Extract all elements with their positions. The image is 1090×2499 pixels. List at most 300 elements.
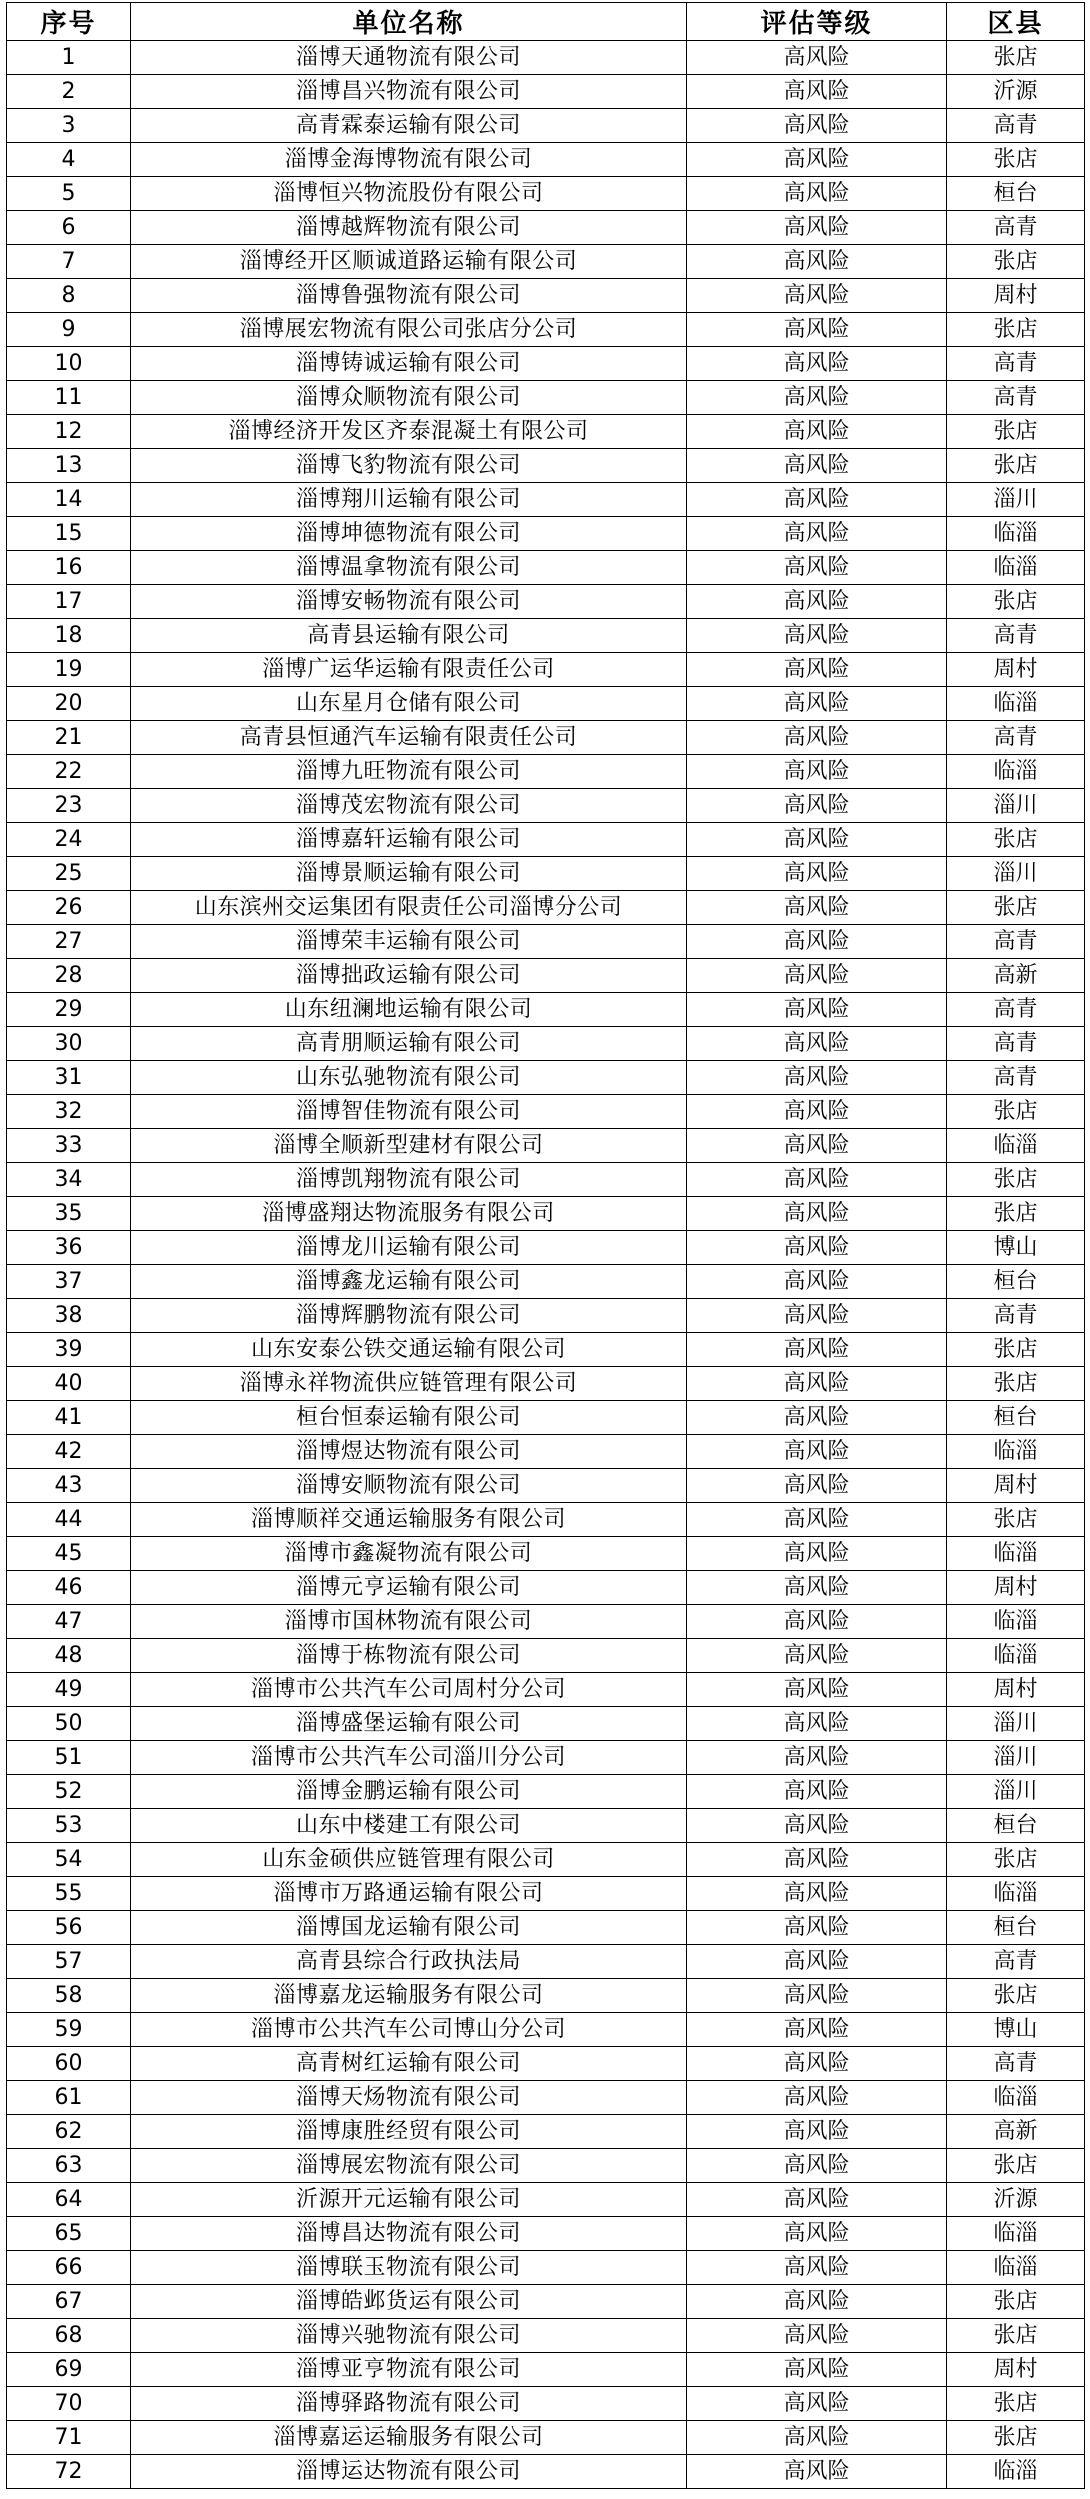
cell-district: 张店 bbox=[947, 2149, 1085, 2183]
table-row bbox=[7, 245, 1085, 279]
cell-name: 淄博运达物流有限公司 bbox=[131, 2455, 687, 2489]
cell-district: 张店 bbox=[947, 245, 1085, 279]
cell-name: 淄博驿路物流有限公司 bbox=[131, 2387, 687, 2421]
cell-level: 高风险 bbox=[687, 1503, 947, 1537]
cell-level: 高风险 bbox=[687, 687, 947, 721]
cell-name: 淄博市公共汽车公司博山分公司 bbox=[131, 2013, 687, 2047]
header-district: 区县 bbox=[947, 3, 1085, 41]
table-row bbox=[7, 1367, 1085, 1401]
cell-name: 淄博拙政运输有限公司 bbox=[131, 959, 687, 993]
cell-name: 山东安泰公铁交通运输有限公司 bbox=[131, 1333, 687, 1367]
cell-seq: 69 bbox=[7, 2353, 131, 2387]
cell-seq: 24 bbox=[7, 823, 131, 857]
cell-district: 高青 bbox=[947, 925, 1085, 959]
cell-name: 淄博景顺运输有限公司 bbox=[131, 857, 687, 891]
cell-seq: 16 bbox=[7, 551, 131, 585]
cell-district: 张店 bbox=[947, 415, 1085, 449]
cell-district: 张店 bbox=[947, 1979, 1085, 2013]
cell-seq: 8 bbox=[7, 279, 131, 313]
cell-name: 淄博九旺物流有限公司 bbox=[131, 755, 687, 789]
cell-level: 高风险 bbox=[687, 1707, 947, 1741]
table-row bbox=[7, 2285, 1085, 2319]
table-row bbox=[7, 687, 1085, 721]
cell-name: 淄博顺祥交通运输服务有限公司 bbox=[131, 1503, 687, 1537]
cell-name: 淄博煜达物流有限公司 bbox=[131, 1435, 687, 1469]
cell-name: 淄博嘉轩运输有限公司 bbox=[131, 823, 687, 857]
cell-seq: 71 bbox=[7, 2421, 131, 2455]
table-row bbox=[7, 857, 1085, 891]
cell-name: 淄博飞豹物流有限公司 bbox=[131, 449, 687, 483]
cell-level: 高风险 bbox=[687, 347, 947, 381]
cell-seq: 43 bbox=[7, 1469, 131, 1503]
cell-district: 淄川 bbox=[947, 789, 1085, 823]
cell-district: 临淄 bbox=[947, 2081, 1085, 2115]
cell-district: 高新 bbox=[947, 959, 1085, 993]
cell-name: 淄博铸诚运输有限公司 bbox=[131, 347, 687, 381]
table-row bbox=[7, 279, 1085, 313]
cell-level: 高风险 bbox=[687, 1333, 947, 1367]
table-row bbox=[7, 2115, 1085, 2149]
cell-name: 淄博安畅物流有限公司 bbox=[131, 585, 687, 619]
cell-seq: 63 bbox=[7, 2149, 131, 2183]
cell-level: 高风险 bbox=[687, 1775, 947, 1809]
table-row bbox=[7, 1809, 1085, 1843]
cell-level: 高风险 bbox=[687, 1877, 947, 1911]
table-row bbox=[7, 789, 1085, 823]
cell-seq: 20 bbox=[7, 687, 131, 721]
cell-level: 高风险 bbox=[687, 2183, 947, 2217]
cell-district: 张店 bbox=[947, 1367, 1085, 1401]
cell-seq: 72 bbox=[7, 2455, 131, 2489]
table-row bbox=[7, 2421, 1085, 2455]
cell-level: 高风险 bbox=[687, 143, 947, 177]
table-row bbox=[7, 2387, 1085, 2421]
cell-name: 淄博盛堡运输有限公司 bbox=[131, 1707, 687, 1741]
cell-level: 高风险 bbox=[687, 2115, 947, 2149]
cell-seq: 68 bbox=[7, 2319, 131, 2353]
cell-name: 淄博荣丰运输有限公司 bbox=[131, 925, 687, 959]
cell-district: 桓台 bbox=[947, 177, 1085, 211]
cell-seq: 45 bbox=[7, 1537, 131, 1571]
cell-level: 高风险 bbox=[687, 857, 947, 891]
cell-district: 临淄 bbox=[947, 517, 1085, 551]
cell-level: 高风险 bbox=[687, 109, 947, 143]
table-row bbox=[7, 2319, 1085, 2353]
cell-seq: 25 bbox=[7, 857, 131, 891]
table-row bbox=[7, 1265, 1085, 1299]
cell-name: 淄博凯翔物流有限公司 bbox=[131, 1163, 687, 1197]
cell-level: 高风险 bbox=[687, 585, 947, 619]
cell-seq: 15 bbox=[7, 517, 131, 551]
cell-seq: 67 bbox=[7, 2285, 131, 2319]
cell-seq: 3 bbox=[7, 109, 131, 143]
cell-district: 张店 bbox=[947, 143, 1085, 177]
table-row bbox=[7, 721, 1085, 755]
table-row bbox=[7, 2251, 1085, 2285]
cell-seq: 54 bbox=[7, 1843, 131, 1877]
table-row bbox=[7, 1775, 1085, 1809]
cell-name: 淄博昌兴物流有限公司 bbox=[131, 75, 687, 109]
cell-name: 高青朋顺运输有限公司 bbox=[131, 1027, 687, 1061]
cell-name: 淄博金鹏运输有限公司 bbox=[131, 1775, 687, 1809]
cell-seq: 13 bbox=[7, 449, 131, 483]
cell-level: 高风险 bbox=[687, 2013, 947, 2047]
cell-level: 高风险 bbox=[687, 1367, 947, 1401]
table-row bbox=[7, 1707, 1085, 1741]
cell-district: 博山 bbox=[947, 2013, 1085, 2047]
cell-name: 山东纽澜地运输有限公司 bbox=[131, 993, 687, 1027]
cell-district: 张店 bbox=[947, 2387, 1085, 2421]
cell-seq: 21 bbox=[7, 721, 131, 755]
cell-name: 淄博温拿物流有限公司 bbox=[131, 551, 687, 585]
cell-name: 淄博鲁强物流有限公司 bbox=[131, 279, 687, 313]
table-row bbox=[7, 993, 1085, 1027]
cell-name: 淄博天炀物流有限公司 bbox=[131, 2081, 687, 2115]
cell-seq: 56 bbox=[7, 1911, 131, 1945]
cell-level: 高风险 bbox=[687, 1027, 947, 1061]
table-row bbox=[7, 2013, 1085, 2047]
cell-district: 临淄 bbox=[947, 687, 1085, 721]
cell-district: 张店 bbox=[947, 1197, 1085, 1231]
cell-seq: 11 bbox=[7, 381, 131, 415]
cell-name: 淄博龙川运输有限公司 bbox=[131, 1231, 687, 1265]
cell-district: 高青 bbox=[947, 619, 1085, 653]
cell-district: 张店 bbox=[947, 449, 1085, 483]
cell-name: 淄博恒兴物流股份有限公司 bbox=[131, 177, 687, 211]
table-row bbox=[7, 415, 1085, 449]
table-row bbox=[7, 211, 1085, 245]
cell-name: 山东金硕供应链管理有限公司 bbox=[131, 1843, 687, 1877]
cell-name: 高青树红运输有限公司 bbox=[131, 2047, 687, 2081]
cell-district: 张店 bbox=[947, 2421, 1085, 2455]
header-seq: 序号 bbox=[7, 3, 131, 41]
cell-district: 周村 bbox=[947, 1571, 1085, 1605]
cell-seq: 6 bbox=[7, 211, 131, 245]
table-header bbox=[7, 3, 1085, 41]
cell-name: 淄博天通物流有限公司 bbox=[131, 41, 687, 75]
table-row bbox=[7, 1061, 1085, 1095]
cell-seq: 10 bbox=[7, 347, 131, 381]
cell-name: 淄博全顺新型建材有限公司 bbox=[131, 1129, 687, 1163]
cell-name: 高青县综合行政执法局 bbox=[131, 1945, 687, 1979]
header-row bbox=[7, 3, 1085, 41]
cell-district: 临淄 bbox=[947, 1537, 1085, 1571]
cell-district: 高青 bbox=[947, 381, 1085, 415]
cell-level: 高风险 bbox=[687, 1979, 947, 2013]
table-row bbox=[7, 551, 1085, 585]
cell-district: 桓台 bbox=[947, 1401, 1085, 1435]
cell-seq: 1 bbox=[7, 41, 131, 75]
table-row bbox=[7, 2149, 1085, 2183]
cell-seq: 47 bbox=[7, 1605, 131, 1639]
table-row bbox=[7, 1333, 1085, 1367]
cell-name: 淄博皓邺货运有限公司 bbox=[131, 2285, 687, 2319]
cell-name: 淄博永祥物流供应链管理有限公司 bbox=[131, 1367, 687, 1401]
cell-name: 淄博康胜经贸有限公司 bbox=[131, 2115, 687, 2149]
cell-seq: 36 bbox=[7, 1231, 131, 1265]
table-row bbox=[7, 2047, 1085, 2081]
cell-level: 高风险 bbox=[687, 1741, 947, 1775]
cell-district: 高青 bbox=[947, 721, 1085, 755]
table-row bbox=[7, 585, 1085, 619]
cell-district: 沂源 bbox=[947, 2183, 1085, 2217]
cell-level: 高风险 bbox=[687, 517, 947, 551]
table-row bbox=[7, 1741, 1085, 1775]
cell-name: 淄博坤德物流有限公司 bbox=[131, 517, 687, 551]
table-row bbox=[7, 1435, 1085, 1469]
cell-name: 淄博展宏物流有限公司 bbox=[131, 2149, 687, 2183]
cell-name: 淄博国龙运输有限公司 bbox=[131, 1911, 687, 1945]
cell-seq: 62 bbox=[7, 2115, 131, 2149]
risk-assessment-table bbox=[6, 2, 1085, 2489]
table-row bbox=[7, 75, 1085, 109]
table-row bbox=[7, 1945, 1085, 1979]
cell-level: 高风险 bbox=[687, 1945, 947, 1979]
cell-district: 张店 bbox=[947, 2319, 1085, 2353]
cell-district: 高青 bbox=[947, 1027, 1085, 1061]
table-row bbox=[7, 1605, 1085, 1639]
table-row bbox=[7, 1503, 1085, 1537]
cell-seq: 59 bbox=[7, 2013, 131, 2047]
cell-district: 张店 bbox=[947, 1503, 1085, 1537]
cell-district: 临淄 bbox=[947, 2217, 1085, 2251]
cell-level: 高风险 bbox=[687, 1435, 947, 1469]
cell-seq: 60 bbox=[7, 2047, 131, 2081]
cell-level: 高风险 bbox=[687, 1469, 947, 1503]
table-row bbox=[7, 1163, 1085, 1197]
cell-level: 高风险 bbox=[687, 1129, 947, 1163]
cell-seq: 12 bbox=[7, 415, 131, 449]
cell-name: 淄博兴驰物流有限公司 bbox=[131, 2319, 687, 2353]
cell-district: 淄川 bbox=[947, 483, 1085, 517]
cell-name: 淄博众顺物流有限公司 bbox=[131, 381, 687, 415]
cell-district: 张店 bbox=[947, 585, 1085, 619]
cell-name: 淄博于栋物流有限公司 bbox=[131, 1639, 687, 1673]
cell-district: 周村 bbox=[947, 653, 1085, 687]
cell-district: 张店 bbox=[947, 2285, 1085, 2319]
cell-seq: 19 bbox=[7, 653, 131, 687]
cell-level: 高风险 bbox=[687, 211, 947, 245]
table-row bbox=[7, 1129, 1085, 1163]
cell-seq: 26 bbox=[7, 891, 131, 925]
cell-district: 高青 bbox=[947, 1299, 1085, 1333]
cell-level: 高风险 bbox=[687, 2387, 947, 2421]
cell-level: 高风险 bbox=[687, 619, 947, 653]
table-row bbox=[7, 2455, 1085, 2489]
cell-seq: 14 bbox=[7, 483, 131, 517]
cell-seq: 2 bbox=[7, 75, 131, 109]
cell-seq: 38 bbox=[7, 1299, 131, 1333]
cell-name: 淄博联玉物流有限公司 bbox=[131, 2251, 687, 2285]
cell-level: 高风险 bbox=[687, 449, 947, 483]
cell-seq: 39 bbox=[7, 1333, 131, 1367]
cell-level: 高风险 bbox=[687, 1639, 947, 1673]
table-row bbox=[7, 1843, 1085, 1877]
table-row bbox=[7, 1877, 1085, 1911]
cell-district: 桓台 bbox=[947, 1911, 1085, 1945]
cell-seq: 29 bbox=[7, 993, 131, 1027]
cell-district: 周村 bbox=[947, 1673, 1085, 1707]
cell-level: 高风险 bbox=[687, 1911, 947, 1945]
cell-district: 临淄 bbox=[947, 755, 1085, 789]
cell-name: 淄博辉鹏物流有限公司 bbox=[131, 1299, 687, 1333]
cell-district: 临淄 bbox=[947, 1605, 1085, 1639]
table-row bbox=[7, 1027, 1085, 1061]
cell-level: 高风险 bbox=[687, 925, 947, 959]
table-row bbox=[7, 483, 1085, 517]
cell-district: 淄川 bbox=[947, 1707, 1085, 1741]
cell-name: 桓台恒泰运输有限公司 bbox=[131, 1401, 687, 1435]
cell-name: 淄博市万路通运输有限公司 bbox=[131, 1877, 687, 1911]
cell-level: 高风险 bbox=[687, 1197, 947, 1231]
table-row bbox=[7, 2183, 1085, 2217]
cell-name: 淄博展宏物流有限公司张店分公司 bbox=[131, 313, 687, 347]
cell-level: 高风险 bbox=[687, 381, 947, 415]
cell-seq: 5 bbox=[7, 177, 131, 211]
table-row bbox=[7, 109, 1085, 143]
cell-level: 高风险 bbox=[687, 823, 947, 857]
table-row bbox=[7, 41, 1085, 75]
cell-district: 临淄 bbox=[947, 2455, 1085, 2489]
cell-level: 高风险 bbox=[687, 2251, 947, 2285]
cell-district: 高青 bbox=[947, 347, 1085, 381]
cell-seq: 65 bbox=[7, 2217, 131, 2251]
cell-level: 高风险 bbox=[687, 789, 947, 823]
cell-level: 高风险 bbox=[687, 2421, 947, 2455]
table-row bbox=[7, 1401, 1085, 1435]
cell-seq: 22 bbox=[7, 755, 131, 789]
cell-level: 高风险 bbox=[687, 1571, 947, 1605]
cell-name: 淄博翔川运输有限公司 bbox=[131, 483, 687, 517]
cell-level: 高风险 bbox=[687, 75, 947, 109]
cell-name: 淄博市公共汽车公司淄川分公司 bbox=[131, 1741, 687, 1775]
cell-seq: 48 bbox=[7, 1639, 131, 1673]
cell-seq: 46 bbox=[7, 1571, 131, 1605]
table-row bbox=[7, 1537, 1085, 1571]
cell-seq: 33 bbox=[7, 1129, 131, 1163]
cell-seq: 17 bbox=[7, 585, 131, 619]
cell-level: 高风险 bbox=[687, 2149, 947, 2183]
cell-seq: 51 bbox=[7, 1741, 131, 1775]
cell-level: 高风险 bbox=[687, 415, 947, 449]
cell-seq: 64 bbox=[7, 2183, 131, 2217]
cell-level: 高风险 bbox=[687, 1843, 947, 1877]
cell-seq: 55 bbox=[7, 1877, 131, 1911]
cell-level: 高风险 bbox=[687, 755, 947, 789]
cell-level: 高风险 bbox=[687, 1809, 947, 1843]
cell-level: 高风险 bbox=[687, 1605, 947, 1639]
cell-seq: 61 bbox=[7, 2081, 131, 2115]
cell-district: 临淄 bbox=[947, 1129, 1085, 1163]
cell-name: 山东滨州交运集团有限责任公司淄博分公司 bbox=[131, 891, 687, 925]
cell-name: 沂源开元运输有限公司 bbox=[131, 2183, 687, 2217]
cell-level: 高风险 bbox=[687, 721, 947, 755]
cell-seq: 44 bbox=[7, 1503, 131, 1537]
cell-district: 周村 bbox=[947, 279, 1085, 313]
cell-district: 张店 bbox=[947, 1843, 1085, 1877]
cell-seq: 23 bbox=[7, 789, 131, 823]
cell-seq: 70 bbox=[7, 2387, 131, 2421]
cell-level: 高风险 bbox=[687, 2217, 947, 2251]
cell-district: 高青 bbox=[947, 109, 1085, 143]
cell-district: 张店 bbox=[947, 41, 1085, 75]
cell-seq: 66 bbox=[7, 2251, 131, 2285]
cell-name: 淄博经济开发区齐泰混凝土有限公司 bbox=[131, 415, 687, 449]
cell-level: 高风险 bbox=[687, 1401, 947, 1435]
table-row bbox=[7, 313, 1085, 347]
table-row bbox=[7, 1197, 1085, 1231]
cell-name: 山东星月仓储有限公司 bbox=[131, 687, 687, 721]
cell-seq: 57 bbox=[7, 1945, 131, 1979]
cell-seq: 18 bbox=[7, 619, 131, 653]
table-row bbox=[7, 1571, 1085, 1605]
cell-name: 淄博市鑫凝物流有限公司 bbox=[131, 1537, 687, 1571]
table-row bbox=[7, 1911, 1085, 1945]
cell-district: 淄川 bbox=[947, 857, 1085, 891]
cell-district: 张店 bbox=[947, 1333, 1085, 1367]
table-row bbox=[7, 653, 1085, 687]
cell-level: 高风险 bbox=[687, 2285, 947, 2319]
cell-seq: 49 bbox=[7, 1673, 131, 1707]
cell-seq: 40 bbox=[7, 1367, 131, 1401]
cell-district: 周村 bbox=[947, 1469, 1085, 1503]
table-body bbox=[7, 41, 1085, 2489]
cell-district: 临淄 bbox=[947, 2251, 1085, 2285]
cell-district: 张店 bbox=[947, 891, 1085, 925]
cell-name: 高青县恒通汽车运输有限责任公司 bbox=[131, 721, 687, 755]
cell-name: 淄博亚亨物流有限公司 bbox=[131, 2353, 687, 2387]
header-name: 单位名称 bbox=[131, 3, 687, 41]
cell-seq: 37 bbox=[7, 1265, 131, 1299]
table-row bbox=[7, 1469, 1085, 1503]
cell-level: 高风险 bbox=[687, 313, 947, 347]
table-row bbox=[7, 1299, 1085, 1333]
cell-district: 桓台 bbox=[947, 1809, 1085, 1843]
cell-name: 淄博昌达物流有限公司 bbox=[131, 2217, 687, 2251]
cell-level: 高风险 bbox=[687, 993, 947, 1027]
table-row bbox=[7, 2217, 1085, 2251]
table-row bbox=[7, 755, 1085, 789]
cell-name: 淄博嘉龙运输服务有限公司 bbox=[131, 1979, 687, 2013]
cell-district: 临淄 bbox=[947, 1435, 1085, 1469]
table-row bbox=[7, 959, 1085, 993]
cell-name: 淄博智佳物流有限公司 bbox=[131, 1095, 687, 1129]
cell-seq: 9 bbox=[7, 313, 131, 347]
cell-level: 高风险 bbox=[687, 1537, 947, 1571]
cell-level: 高风险 bbox=[687, 1163, 947, 1197]
table-row bbox=[7, 891, 1085, 925]
cell-name: 高青霖泰运输有限公司 bbox=[131, 109, 687, 143]
cell-seq: 58 bbox=[7, 1979, 131, 2013]
cell-seq: 50 bbox=[7, 1707, 131, 1741]
cell-seq: 41 bbox=[7, 1401, 131, 1435]
cell-district: 沂源 bbox=[947, 75, 1085, 109]
cell-level: 高风险 bbox=[687, 1061, 947, 1095]
table-row bbox=[7, 2353, 1085, 2387]
table-row bbox=[7, 823, 1085, 857]
cell-name: 淄博市公共汽车公司周村分公司 bbox=[131, 1673, 687, 1707]
cell-district: 张店 bbox=[947, 823, 1085, 857]
cell-district: 桓台 bbox=[947, 1265, 1085, 1299]
table-row bbox=[7, 347, 1085, 381]
cell-seq: 34 bbox=[7, 1163, 131, 1197]
cell-level: 高风险 bbox=[687, 41, 947, 75]
cell-seq: 28 bbox=[7, 959, 131, 993]
cell-district: 高青 bbox=[947, 1945, 1085, 1979]
table-row bbox=[7, 143, 1085, 177]
cell-level: 高风险 bbox=[687, 483, 947, 517]
cell-name: 淄博茂宏物流有限公司 bbox=[131, 789, 687, 823]
